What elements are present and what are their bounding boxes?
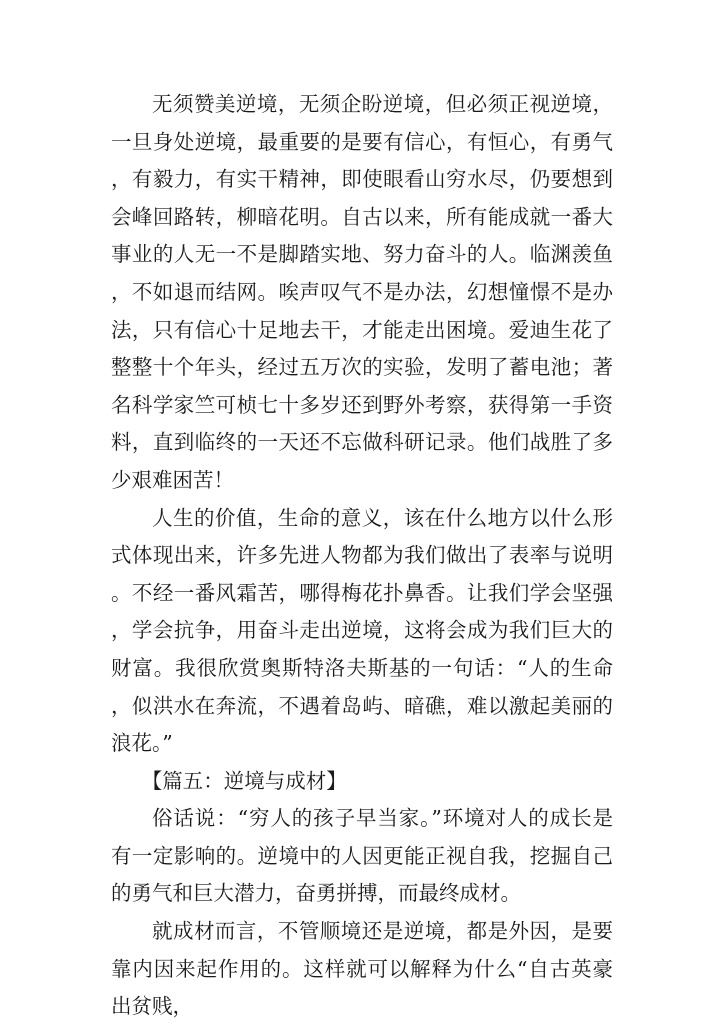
paragraph-value-of-life: 人生的价值，生命的意义，该在什么地方以什么形式体现出来，许多先进人物都为我们做出了表率与说明。不经一番风霜苦，哪得梅花扑鼻香。让我们学会坚强，学会抗争，用奋斗走出逆境，这将会成为我们巨大的财富。我很欣赏奥斯特洛夫斯基的一句话：“人的生命，似洪水在奔流，不遇着岛屿、暗礁，难以激起美丽的浪花。” bbox=[111, 505, 613, 756]
document-body bbox=[111, 86, 613, 1026]
paragraph-internal-cause: 就成材而言，不管顺境还是逆境，都是外因，是要靠内因来起作用的。这样就可以解释为什么“自古英豪出贫贱， bbox=[111, 919, 613, 1019]
paragraph-proverb: 俗话说：“穷人的孩子早当家。”环境对人的成长是有一定影响的。逆境中的人因更能正视自我，挖掘自己的勇气和巨大潜力，奋勇拼搏，而最终成材。 bbox=[111, 806, 613, 906]
section-heading: 【篇五：逆境与成材】 bbox=[141, 768, 347, 793]
paragraph-adversity-confidence: 无须赞美逆境，无须企盼逆境，但必须正视逆境，一旦身处逆境，最重要的是要有信心，有恒心，有勇气，有毅力，有实干精神，即使眼看山穷水尽，仍要想到会峰回路转，柳暗花明。自古以来，所有能成就一番大事业的人无一不是脚踏实地、努力奋斗的人。临渊羡鱼，不如退而结网。唉声叹气不是办法，幻想憧憬不是办法，只有信心十足地去干，才能走出困境。爱迪生花了整整十个年头，经过五万次的实验，发明了蓄电池；著名科学家竺可桢七十多岁还到野外考察，获得第一手资料，直到临终的一天还不忘做科研记录。他们战胜了多少艰难困苦！ bbox=[111, 92, 613, 492]
